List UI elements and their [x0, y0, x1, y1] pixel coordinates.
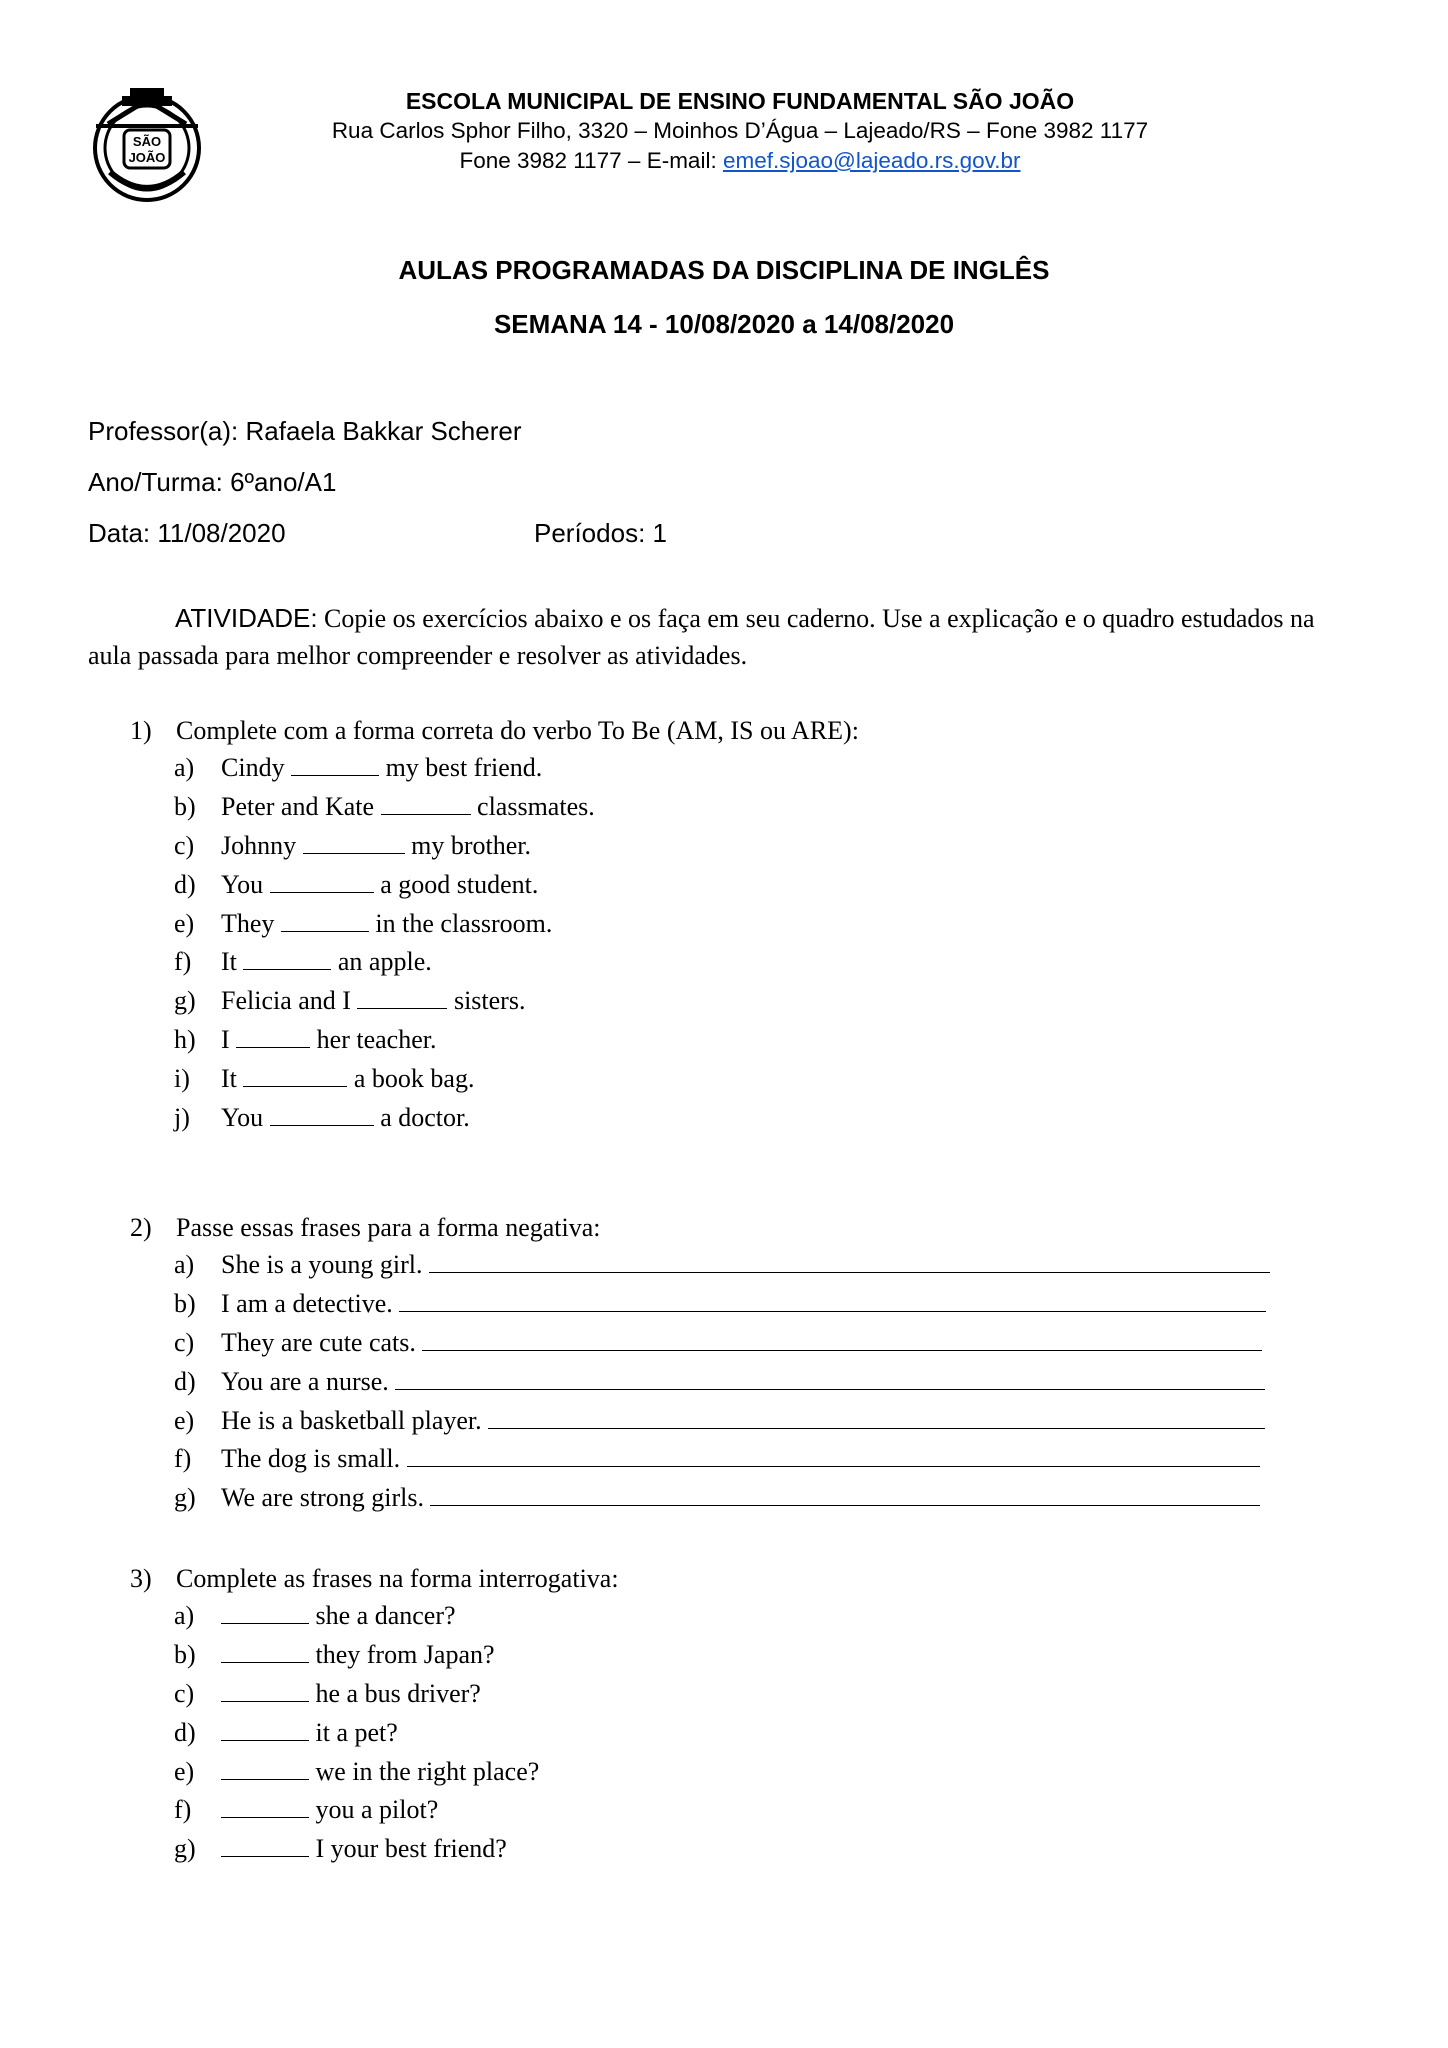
turma-line: Ano/Turma: 6ºano/A1 — [88, 467, 337, 497]
item-text-after: he a bus driver? — [309, 1678, 481, 1708]
exercise-item — [130, 788, 1330, 827]
item-text-after: we in the right place? — [309, 1756, 540, 1786]
exercise-instruction: Complete as frases na forma interrogativa: — [176, 1564, 619, 1593]
item-text-after: sisters. — [447, 986, 526, 1016]
item-text-before: Felicia and I — [221, 986, 358, 1016]
item-letter: d) — [174, 869, 196, 899]
exercise-item — [130, 1479, 1330, 1518]
item-letter: b) — [174, 1288, 196, 1318]
school-contact — [240, 146, 1240, 176]
exercise-3-title — [130, 1560, 1330, 1597]
item-text-after: an apple. — [331, 947, 432, 977]
exercise-1 — [130, 712, 1330, 1138]
logo-text-bottom: JOÃO — [128, 150, 166, 165]
exercise-instruction: Complete com a forma correta do verbo To Be (AM, IS ou ARE): — [176, 716, 859, 745]
answer-line[interactable] — [422, 1328, 1262, 1351]
date-line — [88, 516, 1288, 567]
item-sentence: I am a detective. — [221, 1288, 400, 1318]
exercise-number: 1) — [130, 716, 152, 745]
item-letter: b) — [174, 1639, 196, 1669]
item-letter: e) — [174, 1405, 195, 1435]
answer-line[interactable] — [395, 1367, 1265, 1390]
activity-text: Copie os exercícios abaixo e os faça em seu caderno. Use a explicação e o quadro estudados na aula passada para melhor compreender e resolver as atividades. — [88, 604, 1315, 670]
exercise-item — [130, 943, 1330, 982]
item-text-after: I your best friend? — [309, 1834, 507, 1864]
activity-label: ATIVIDADE: — [175, 603, 318, 633]
exercise-3-items — [130, 1597, 1330, 1869]
answer-blank[interactable] — [221, 1834, 309, 1857]
exercise-item — [130, 1753, 1330, 1792]
exercise-item — [130, 1597, 1330, 1636]
periods-text: Períodos: 1 — [534, 518, 667, 548]
class-info — [88, 414, 1288, 567]
item-letter: e) — [174, 1756, 195, 1786]
exercise-item — [130, 1099, 1330, 1138]
exercise-item — [130, 1402, 1330, 1441]
exercise-item — [130, 1060, 1330, 1099]
answer-line[interactable] — [407, 1444, 1260, 1467]
exercise-item — [130, 905, 1330, 944]
answer-blank[interactable] — [281, 909, 369, 932]
exercise-2-title — [130, 1209, 1330, 1246]
exercise-1-items — [130, 749, 1330, 1138]
answer-blank[interactable] — [291, 753, 379, 776]
school-header — [240, 86, 1240, 176]
document-titles — [0, 253, 1448, 361]
item-text-before: Johnny — [221, 830, 303, 860]
exercise-item — [130, 1440, 1330, 1479]
answer-line[interactable] — [488, 1406, 1265, 1429]
exercise-instruction: Passe essas frases para a forma negativa: — [176, 1213, 601, 1242]
item-letter: f) — [174, 1795, 192, 1825]
answer-blank[interactable] — [243, 947, 331, 970]
item-sentence: They are cute cats. — [221, 1327, 423, 1357]
answer-blank[interactable] — [221, 1718, 309, 1741]
item-text-after: my brother. — [404, 830, 531, 860]
exercise-item — [130, 1830, 1330, 1869]
item-text-after: you a pilot? — [309, 1795, 439, 1825]
item-letter: d) — [174, 1717, 196, 1747]
exercise-2 — [130, 1209, 1330, 1518]
activity-intro — [88, 600, 1338, 674]
main-title: AULAS PROGRAMADAS DA DISCIPLINA DE INGLÊS — [398, 255, 1050, 285]
answer-blank[interactable] — [357, 986, 447, 1009]
item-letter: a) — [174, 1250, 195, 1279]
exercise-item — [130, 827, 1330, 866]
exercise-2-items — [130, 1246, 1330, 1518]
exercise-item — [130, 1791, 1330, 1830]
exercise-number: 2) — [130, 1213, 152, 1242]
item-text-after: a doctor. — [373, 1103, 470, 1133]
item-text-after: in the classroom. — [368, 908, 553, 938]
answer-blank[interactable] — [381, 792, 471, 815]
exercise-item — [130, 982, 1330, 1021]
item-text-after: a book bag. — [347, 1064, 475, 1094]
item-letter: c) — [174, 830, 195, 860]
item-text-before: It — [221, 1064, 244, 1094]
exercise-item — [130, 1636, 1330, 1675]
item-text-before: Peter and Kate — [221, 791, 381, 821]
item-letter: a) — [174, 1601, 195, 1630]
item-letter: e) — [174, 908, 195, 938]
item-text-before: You — [221, 869, 270, 899]
item-text-before: Cindy — [221, 753, 292, 782]
logo-text-top: SÃO — [132, 134, 162, 149]
item-text-after: they from Japan? — [309, 1639, 495, 1669]
exercise-1-title — [130, 712, 1330, 749]
item-sentence: You are a nurse. — [221, 1366, 396, 1396]
item-text-after: my best friend. — [379, 753, 543, 782]
item-letter: i) — [174, 1064, 190, 1094]
item-text-before: You — [221, 1103, 270, 1133]
item-text-after: it a pet? — [309, 1717, 398, 1747]
exercise-item — [130, 1714, 1330, 1753]
item-sentence: She is a young girl. — [221, 1250, 429, 1279]
item-text-before: It — [221, 947, 244, 977]
item-text-after: a good student. — [373, 869, 539, 899]
item-sentence: The dog is small. — [221, 1444, 407, 1474]
answer-blank[interactable] — [221, 1757, 309, 1780]
item-letter: c) — [174, 1327, 195, 1357]
answer-blank[interactable] — [243, 1064, 347, 1087]
exercise-3 — [130, 1560, 1330, 1869]
answer-line[interactable] — [399, 1289, 1266, 1312]
item-letter: d) — [174, 1366, 196, 1396]
answer-line[interactable] — [430, 1483, 1260, 1506]
exercise-item — [130, 1285, 1330, 1324]
item-text-before: They — [221, 908, 281, 938]
item-letter: f) — [174, 947, 192, 977]
exercise-item — [130, 1363, 1330, 1402]
school-logo-icon — [88, 86, 206, 204]
item-letter: c) — [174, 1678, 195, 1708]
answer-line[interactable] — [429, 1250, 1270, 1273]
school-name: ESCOLA MUNICIPAL DE ENSINO FUNDAMENTAL SÃO JOÃO — [405, 88, 1075, 114]
week-title: SEMANA 14 - 10/08/2020 a 14/08/2020 — [493, 309, 955, 339]
item-letter: a) — [174, 753, 195, 782]
item-text-after: classmates. — [470, 791, 595, 821]
exercise-item — [130, 749, 1330, 788]
email-link[interactable]: emef.sjoao@lajeado.rs.gov.br — [722, 148, 1021, 173]
item-letter: g) — [174, 986, 196, 1016]
exercise-item — [130, 1324, 1330, 1363]
answer-blank[interactable] — [236, 1025, 310, 1048]
item-sentence: We are strong girls. — [221, 1483, 431, 1513]
contact-prefix: Fone 3982 1177 – E-mail: — [459, 148, 723, 173]
answer-blank[interactable] — [221, 1640, 309, 1663]
exercise-item — [130, 1675, 1330, 1714]
answer-blank[interactable] — [270, 1103, 374, 1126]
exercise-number: 3) — [130, 1564, 152, 1593]
answer-blank[interactable] — [221, 1795, 309, 1818]
item-letter: j) — [174, 1103, 190, 1133]
item-letter: h) — [174, 1025, 196, 1055]
answer-blank[interactable] — [221, 1601, 309, 1624]
exercise-item — [130, 1021, 1330, 1060]
item-letter: b) — [174, 791, 196, 821]
item-letter: f) — [174, 1444, 192, 1474]
professor-line: Professor(a): Rafaela Bakkar Scherer — [88, 416, 522, 446]
item-sentence: He is a basketball player. — [221, 1405, 489, 1435]
answer-blank[interactable] — [221, 1679, 309, 1702]
answer-blank[interactable] — [303, 831, 405, 854]
date-text: Data: 11/08/2020 — [88, 518, 286, 548]
exercise-item — [130, 866, 1330, 905]
item-text-after: her teacher. — [310, 1025, 437, 1055]
school-address: Rua Carlos Sphor Filho, 3320 – Moinhos D’Água – Lajeado/RS – Fone 3982 1177 — [331, 118, 1149, 143]
item-text-before: I — [221, 1025, 237, 1055]
answer-blank[interactable] — [270, 870, 374, 893]
item-letter: g) — [174, 1483, 196, 1513]
exercise-item — [130, 1246, 1330, 1285]
item-text-after: she a dancer? — [309, 1601, 456, 1630]
item-letter: g) — [174, 1834, 196, 1864]
